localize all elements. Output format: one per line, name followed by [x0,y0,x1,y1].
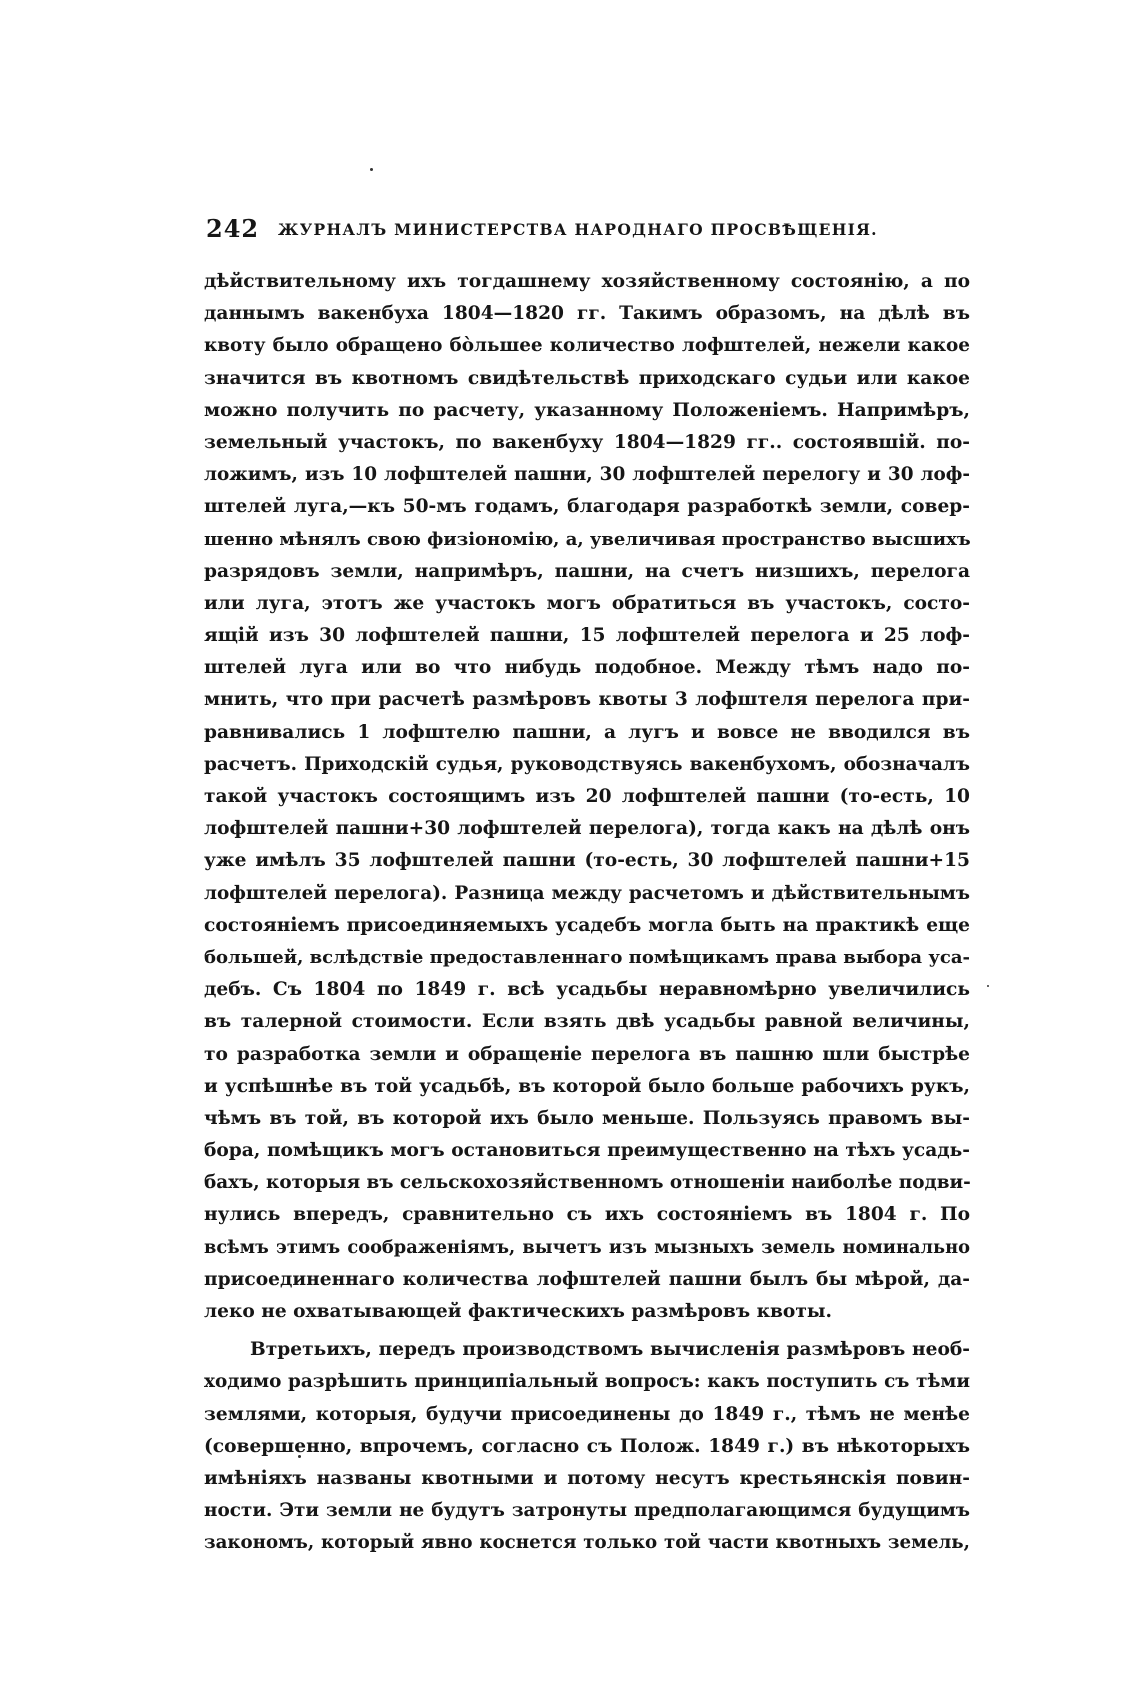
text-line: ящій изъ 30 лофштелей пашни, 15 лофштелей перелога и 25 лоф- [204,625,970,647]
page-header [206,214,966,244]
text-line: квоту было обращено бо̀льшее количество лофштелей, нежели какое [204,335,970,357]
text-line: ложимъ, изъ 10 лофштелей пашни, 30 лофштелей перелогу и 30 лоф- [204,464,970,486]
text-line: даннымъ вакенбуха 1804—1820 гг. Такимъ образомъ, на дѣлѣ въ [204,303,970,325]
text-line: присоединеннаго количества лофштелей пашни былъ бы мѣрой, да- [204,1268,970,1290]
text-line: (совершенно, впрочемъ, согласно съ Полож. 1849 г.) въ нѣкоторыхъ [204,1435,970,1457]
paragraph [204,1334,970,1559]
text-line: лофштелей пашни+30 лофштелей перелога), тогда какъ на дѣлѣ онъ [204,818,970,840]
text-line: дебъ. Съ 1804 по 1849 г. всѣ усадьбы неравномѣрно увеличились [204,979,970,1001]
text-line: такой участокъ состоящимъ изъ 20 лофштелей пашни (то-есть, 10 [204,786,970,807]
text-line: шенно мѣнялъ свою физіономію, а, увеличивая пространство высшихъ [204,528,971,550]
text-line: ности. Эти земли не будутъ затронуты предполагающимся будущимъ [204,1500,970,1522]
text-line: землями, которыя, будучи присоединены до 1849 г., тѣмъ не менѣе [204,1403,970,1425]
text-line: штелей луга,—къ 50-мъ годамъ, благодаря разработкѣ земли, совер- [204,496,970,518]
text-line: разрядовъ земли, напримѣръ, пашни, на счетъ низшихъ, перелога [204,560,970,582]
text-line: земельный участокъ, по вакенбуху 1804—1829 гг.. состоявшій. по- [204,431,970,453]
text-line: чѣмъ въ той, въ которой ихъ было меньше. Пользуясь правомъ вы- [204,1107,970,1129]
text-line: равнивались 1 лофштелю пашни, а лугъ и вовсе не вводился въ [204,721,970,743]
text-line: въ талерной стоимости. Если взять двѣ усадьбы равной величины, [204,1011,970,1033]
paragraph [204,266,970,1328]
text-line: состояніемъ присоединяемыхъ усадебъ могла быть на практикѣ еще [204,914,970,936]
running-title: ЖУРНАЛЪ МИНИСТЕРСТВА НАРОДНАГО ПРОСВѢЩЕНІЯ. [278,220,878,239]
text-line: большей, вслѣдствіе предоставленнаго помѣщикамъ права выбора уса- [204,946,970,968]
text-line: ходимо разрѣшить принципіальный вопросъ: какъ поступить съ тѣми [204,1371,970,1393]
text-line: имѣніяхъ названы квотными и потому несутъ крестьянскія повин- [204,1467,970,1489]
text-line: расчетъ. Приходскій судья, руководствуясь вакенбухомъ, обозначалъ [204,753,970,775]
text-line: штелей луга или во что нибудь подобное. Между тѣмъ надо по- [204,657,970,679]
text-line: можно получить по расчету, указанному Положеніемъ. Напримѣръ, [204,399,970,421]
text-line: Втретьихъ, передъ производствомъ вычисленія размѣровъ необ- [250,1339,970,1361]
text-line: уже имѣлъ 35 лофштелей пашни (то-есть, 30 лофштелей пашни+15 [204,850,970,872]
text-line: значится въ квотномъ свидѣтельствѣ приходскаго судьи или какое [204,367,970,389]
text-line: то разработка земли и обращеніе перелога въ пашню шли быстрѣе [204,1043,970,1065]
print-speck [370,168,373,171]
text-line: бахъ, которыя въ сельскохозяйственномъ отношеніи наиболѣе подви- [204,1172,971,1194]
text-line: лофштелей перелога). Разница между расчетомъ и дѣйствительнымъ [204,882,970,904]
text-line: всѣмъ этимъ соображеніямъ, вычетъ изъ мызныхъ земель номинально [204,1236,970,1258]
text-line: дѣйствительному ихъ тогдашнему хозяйственному состоянію, а по [204,271,970,292]
text-line: закономъ, который явно коснется только той части квотныхъ земель, [204,1532,970,1554]
text-body [204,266,970,1560]
text-line: леко не охватывающей фактическихъ размѣровъ квоты. [204,1301,832,1322]
text-line: мнить, что при расчетѣ размѣровъ квоты 3 лофштеля перелога при- [204,689,970,711]
text-line: или луга, этотъ же участокъ могъ обратиться въ участокъ, состо- [204,592,970,614]
text-line: и успѣшнѣе въ той усадьбѣ, въ которой было больше рабочихъ рукъ, [204,1075,970,1097]
text-line: бора, помѣщикъ могъ остановиться преимущественно на тѣхъ усадь- [204,1140,970,1162]
print-speck [987,985,989,987]
text-line: нулись впередъ, сравнительно съ ихъ состояніемъ въ 1804 г. По [204,1204,970,1226]
page-number: 242 [206,214,260,243]
